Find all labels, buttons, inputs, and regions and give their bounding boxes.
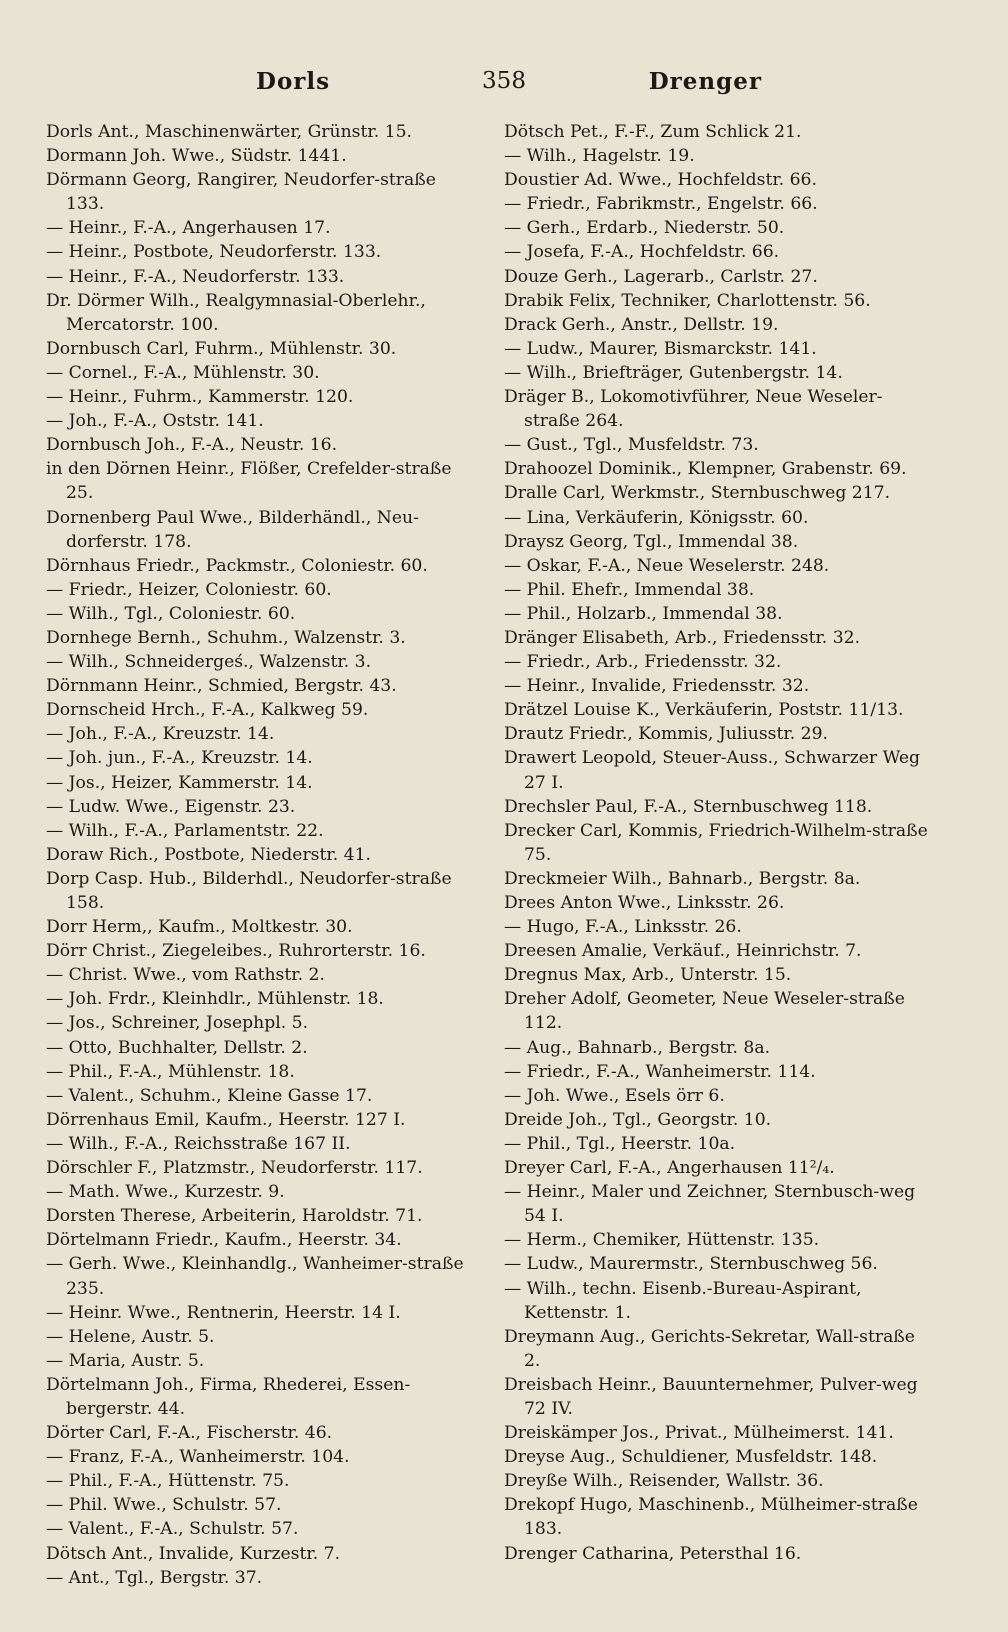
- directory-entry: — Friedr., Fabrikmstr., Engelstr. 66.: [504, 194, 818, 215]
- directory-entry: — Ludw., Maurermstr., Sternbuschweg 56.: [504, 1254, 878, 1275]
- directory-entry: — Friedr., Heizer, Coloniestr. 60.: [46, 579, 332, 600]
- directory-entry: — Wilh., F.-A., Reichsstraße 167 II.: [46, 1133, 351, 1154]
- directory-entry: — Joh., F.-A., Kreuzstr. 14.: [46, 724, 275, 745]
- directory-entry: — Heinr., Maler und Zeichner, Sternbusch-weg 54 I.: [504, 1182, 916, 1227]
- directory-entry: — Christ. Wwe., vom Rathstr. 2.: [46, 965, 325, 986]
- directory-entry: Dormann Joh. Wwe., Südstr. 1441.: [46, 146, 347, 167]
- directory-entry: — Franz, F.-A., Wanheimerstr. 104.: [46, 1447, 350, 1468]
- directory-entry: Dörnmann Heinr., Schmied, Bergstr. 43.: [46, 676, 397, 697]
- directory-entry: Drätzel Louise K., Verkäuferin, Poststr. 11/13.: [504, 700, 904, 721]
- directory-entry: Dreher Adolf, Geometer, Neue Weseler-straße 112.: [504, 989, 905, 1034]
- directory-entry: — Lina, Verkäuferin, Königsstr. 60.: [504, 507, 809, 528]
- directory-entry: — Valent., F.-A., Schulstr. 57.: [46, 1519, 299, 1540]
- directory-entry: — Wilh., Tgl., Coloniestr. 60.: [46, 603, 296, 624]
- directory-entry: — Josefa, F.-A., Hochfeldstr. 66.: [504, 242, 780, 263]
- right-column: [504, 120, 930, 1566]
- directory-entry: — Heinr., F.-A., Angerhausen 17.: [46, 218, 331, 239]
- directory-entry: Dralle Carl, Werkmstr., Sternbuschweg 217.: [504, 483, 891, 504]
- directory-entry: Drahoozel Dominik., Klempner, Grabenstr. 69.: [504, 459, 907, 480]
- page-header: [46, 68, 962, 104]
- directory-entry: — Joh. Wwe., Esels örr 6.: [504, 1085, 725, 1106]
- directory-entry: Dreesen Amalie, Verkäuf., Heinrichstr. 7.: [504, 941, 862, 962]
- directory-entry: — Otto, Buchhalter, Dellstr. 2.: [46, 1037, 308, 1058]
- directory-entry: — Math. Wwe., Kurzestr. 9.: [46, 1182, 285, 1203]
- directory-entry: Dörr Christ., Ziegeleibes., Ruhrorterstr. 16.: [46, 941, 426, 962]
- directory-entry: Dreyse Aug., Schuldiener, Musfeldstr. 148.: [504, 1447, 878, 1468]
- directory-entry: — Aug., Bahnarb., Bergstr. 8a.: [504, 1037, 771, 1058]
- directory-entry: — Friedr., F.-A., Wanheimerstr. 114.: [504, 1061, 816, 1082]
- directory-entry: — Phil., F.-A., Hüttenstr. 75.: [46, 1471, 290, 1492]
- directory-entry: Drekopf Hugo, Maschinenb., Mülheimer-straße 183.: [504, 1495, 918, 1540]
- directory-entry: Dörtelmann Joh., Firma, Rhederei, Essen-bergerstr. 44.: [46, 1374, 411, 1419]
- directory-entry: — Phil. Wwe., Schulstr. 57.: [46, 1495, 282, 1516]
- directory-entry: Dornbusch Carl, Fuhrm., Mühlenstr. 30.: [46, 338, 397, 359]
- directory-entry: Doustier Ad. Wwe., Hochfeldstr. 66.: [504, 170, 817, 191]
- directory-entry: — Phil., Tgl., Heerstr. 10a.: [504, 1133, 736, 1154]
- header-left-catchword: Dorls: [256, 68, 331, 95]
- header-right-catchword: Drenger: [648, 68, 762, 95]
- directory-entry: — Maria, Austr. 5.: [46, 1350, 205, 1371]
- directory-entry: Doraw Rich., Postbote, Niederstr. 41.: [46, 844, 371, 865]
- directory-entry: Drawert Leopold, Steuer-Auss., Schwarzer Weg 27 I.: [504, 748, 921, 793]
- directory-entry: — Phil. Ehefr., Immendal 38.: [504, 579, 755, 600]
- directory-entry: — Wilh., techn. Eisenb.-Bureau-Aspirant, Kettenstr. 1.: [504, 1278, 862, 1323]
- directory-entry: — Friedr., Arb., Friedensstr. 32.: [504, 652, 782, 673]
- directory-entry: Dörtelmann Friedr., Kaufm., Heerstr. 34.: [46, 1230, 402, 1251]
- directory-entry: Drecker Carl, Kommis, Friedrich-Wilhelm-straße 75.: [504, 820, 928, 865]
- directory-entry: Dörschler F., Platzmstr., Neudorferstr. 117.: [46, 1158, 423, 1179]
- directory-entry: Dreide Joh., Tgl., Georgstr. 10.: [504, 1109, 772, 1130]
- directory-entry: Dörter Carl, F.-A., Fischerstr. 46.: [46, 1423, 333, 1444]
- directory-entry: Dornscheid Hrch., F.-A., Kalkweg 59.: [46, 700, 369, 721]
- directory-entry: Drees Anton Wwe., Linksstr. 26.: [504, 893, 785, 913]
- directory-entry: Dr. Dörmer Wilh., Realgymnasial-Oberlehr., Mercatorstr. 100.: [46, 290, 426, 335]
- left-column: [46, 120, 472, 1590]
- directory-entry: in den Dörnen Heinr., Flößer, Crefelder-straße 25.: [46, 459, 452, 504]
- directory-entry: — Cornel., F.-A., Mühlenstr. 30.: [46, 362, 320, 383]
- directory-entry: Dornenberg Paul Wwe., Bilderhändl., Neu-dorferstr. 178.: [46, 507, 419, 552]
- directory-entry: Drack Gerh., Anstr., Dellstr. 19.: [504, 314, 779, 335]
- directory-entry: — Wilh., F.-A., Parlamentstr. 22.: [46, 820, 324, 841]
- directory-entry: — Joh. jun., F.-A., Kreuzstr. 14.: [46, 748, 313, 769]
- directory-entry: Dötsch Ant., Invalide, Kurzestr. 7.: [46, 1543, 341, 1564]
- directory-entry: — Ant., Tgl., Bergstr. 37.: [46, 1567, 263, 1588]
- directory-entry: — Wilh., Briefträger, Gutenbergstr. 14.: [504, 362, 843, 383]
- directory-entry: — Helene, Austr. 5.: [46, 1326, 215, 1347]
- directory-entry: Drautz Friedr., Kommis, Juliusstr. 29.: [504, 724, 828, 745]
- directory-entry: — Gust., Tgl., Musfeldstr. 73.: [504, 435, 759, 456]
- directory-entry: Dötsch Pet., F.-F., Zum Schlick 21.: [504, 122, 802, 142]
- directory-entry: — Herm., Chemiker, Hüttenstr. 135.: [504, 1230, 820, 1251]
- directory-entry: Dreisbach Heinr., Bauunternehmer, Pulver-weg 72 IV.: [504, 1374, 918, 1419]
- directory-entry: Dörmann Georg, Rangirer, Neudorfer-straße 133.: [46, 170, 436, 215]
- directory-entry: Douze Gerh., Lagerarb., Carlstr. 27.: [504, 266, 818, 287]
- directory-entry: Dreiskämper Jos., Privat., Mülheimerst. 141.: [504, 1423, 894, 1444]
- directory-entry: — Wilh., Schneidergeś., Walzenstr. 3.: [46, 652, 372, 673]
- directory-entry: — Ludw. Wwe., Eigenstr. 23.: [46, 796, 296, 817]
- directory-entry: Dornhege Bernh., Schuhm., Walzenstr. 3.: [46, 627, 406, 648]
- directory-entry: Dreckmeier Wilh., Bahnarb., Bergstr. 8a.: [504, 868, 861, 889]
- directory-entry: — Jos., Heizer, Kammerstr. 14.: [46, 772, 313, 793]
- directory-entry: Dregnus Max, Arb., Unterstr. 15.: [504, 965, 792, 986]
- directory-entry: — Jos., Schreiner, Josephpl. 5.: [46, 1013, 309, 1034]
- directory-entry: Dränger Elisabeth, Arb., Friedensstr. 32.: [504, 627, 861, 648]
- directory-entry: — Heinr., Postbote, Neudorferstr. 133.: [46, 242, 382, 263]
- directory-entry: Drechsler Paul, F.-A., Sternbuschweg 118.: [504, 796, 873, 817]
- directory-entry: Dorp Casp. Hub., Bilderhdl., Neudorfer-straße 158.: [46, 868, 452, 913]
- directory-entry: — Phil., Holzarb., Immendal 38.: [504, 603, 783, 624]
- directory-entry: Dorsten Therese, Arbeiterin, Haroldstr. 71.: [46, 1206, 423, 1227]
- directory-entry: — Joh. Frdr., Kleinhdlr., Mühlenstr. 18.: [46, 989, 384, 1010]
- directory-entry: Dorr Herm,, Kaufm., Moltkestr. 30.: [46, 917, 353, 938]
- directory-entry: — Gerh. Wwe., Kleinhandlg., Wanheimer-straße 235.: [46, 1254, 464, 1299]
- directory-entry: Dörnhaus Friedr., Packmstr., Coloniestr. 60.: [46, 555, 428, 576]
- directory-entry: Dreyer Carl, F.-A., Angerhausen 11²/₄.: [504, 1158, 835, 1179]
- directory-entry: Dreymann Aug., Gerichts-Sekretar, Wall-straße 2.: [504, 1326, 915, 1371]
- directory-entry: — Heinr., F.-A., Neudorferstr. 133.: [46, 266, 345, 287]
- directory-entry: Dörrenhaus Emil, Kaufm., Heerstr. 127 I.: [46, 1109, 406, 1130]
- directory-entry: Dräger B., Lokomotivführer, Neue Weseler-straße 264.: [504, 387, 883, 432]
- directory-entry: Dorls Ant., Maschinenwärter, Grünstr. 15.: [46, 122, 412, 142]
- directory-entry: Dornbusch Joh., F.-A., Neustr. 16.: [46, 435, 338, 456]
- directory-entry: — Joh., F.-A., Oststr. 141.: [46, 411, 264, 432]
- directory-entry: Draysz Georg, Tgl., Immendal 38.: [504, 531, 799, 552]
- directory-entry: — Ludw., Maurer, Bismarckstr. 141.: [504, 338, 817, 359]
- directory-entry: — Phil., F.-A., Mühlenstr. 18.: [46, 1061, 295, 1082]
- directory-entry: Drenger Catharina, Petersthal 16.: [504, 1543, 802, 1564]
- directory-entry: Dreyße Wilh., Reisender, Wallstr. 36.: [504, 1471, 824, 1492]
- directory-entry: — Hugo, F.-A., Linksstr. 26.: [504, 917, 742, 938]
- directory-entry: — Oskar, F.-A., Neue Weselerstr. 248.: [504, 555, 830, 576]
- directory-entry: — Wilh., Hagelstr. 19.: [504, 146, 695, 167]
- directory-entry: — Heinr., Fuhrm., Kammerstr. 120.: [46, 387, 354, 408]
- directory-entry: — Heinr. Wwe., Rentnerin, Heerstr. 14 I.: [46, 1302, 401, 1323]
- directory-entry: Drabik Felix, Techniker, Charlottenstr. 56.: [504, 290, 871, 311]
- directory-entry: — Valent., Schuhm., Kleine Gasse 17.: [46, 1085, 373, 1106]
- directory-entry: — Gerh., Erdarb., Niederstr. 50.: [504, 218, 785, 239]
- page-number: 358: [482, 68, 526, 94]
- directory-entry: — Heinr., Invalide, Friedensstr. 32.: [504, 676, 810, 697]
